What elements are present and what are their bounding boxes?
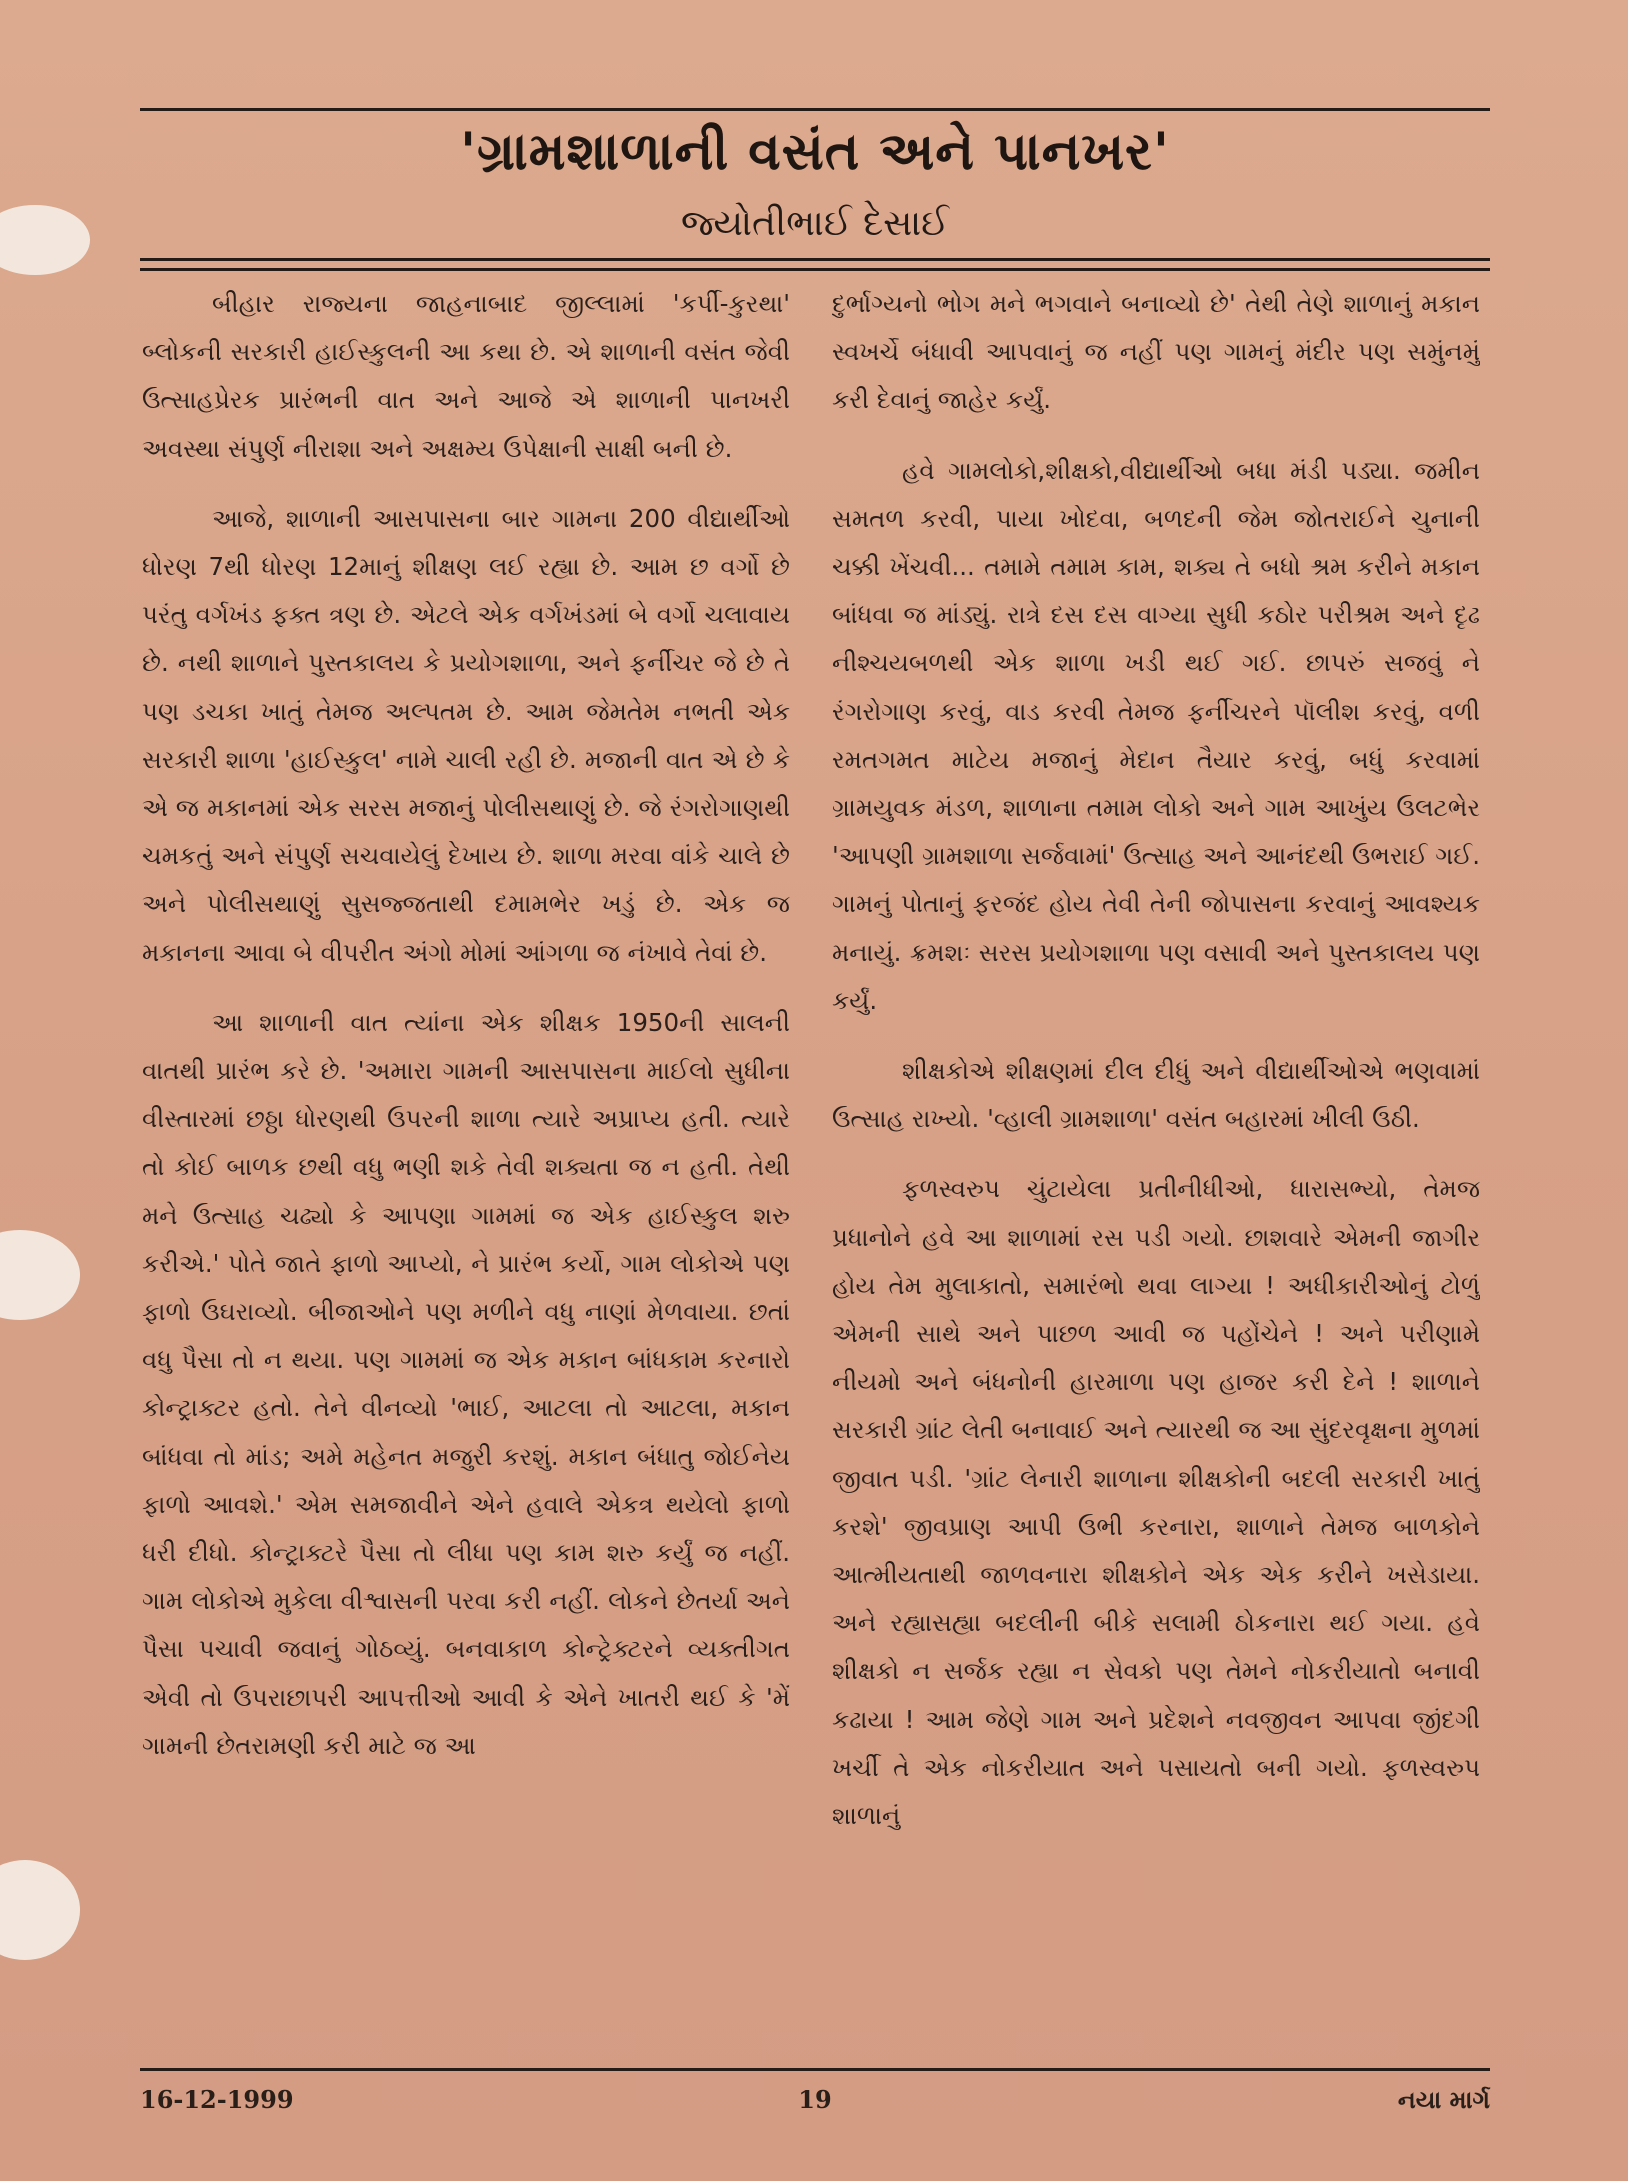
paragraph: આજે, શાળાની આસપાસના બાર ગામના 200 વીદ્યાર્થીઓ ધોરણ 7થી ધોરણ 12માનું શીક્ષણ લઈ રહ્યા છે. આમ છ વર્ગો છે પરંતુ વર્ગખંડ ફક્ત ત્રણ છે. એટલે એક વર્ગખંડમાં બે વર્ગો ચલાવાય છે. નથી શાળાને પુસ્તકાલય કે પ્રયોગશાળા, અને ફર્નીચર જે છે તે પણ ડચકા ખાતું તેમજ અલ્પતમ છે. આમ જેમતેમ નભતી એક સરકારી શાળા 'હાઈસ્કુલ' નામે ચાલી રહી છે. મજાની વાત એ છે કે એ જ મકાનમાં એક સરસ મજાનું પોલીસથાણું છે. જે રંગરોગાણથી ચમકતું અને સંપુર્ણ સચવાયેલું દેખાય છે. શાળા મરવા વાંકે ચાલે છે અને પોલીસથાણું સુસજ્જતાથી દમામભેર ખડું છે. એક જ મકાનના આવા બે વીપરીત અંગો મોમાં આંગળા જ નંખાવે તેવાં છે. <box>142 503 790 967</box>
article-author: જ્યોતીભાઈ દેસાઈ <box>681 203 949 244</box>
binding-hole-bottom <box>0 1860 80 1960</box>
issue-date: 16-12-1999 <box>140 2085 294 2114</box>
paragraph: બીહાર રાજ્યના જાહનાબાદ જીલ્લામાં 'કર્પી-કુરથા' બ્લોકની સરકારી હાઈસ્કુલની આ કથા છે. એ શાળાની વસંત જેવી ઉત્સાહપ્રેરક પ્રારંભની વાત અને આજે એ શાળાની પાનખરી અવસ્થા સંપુર્ણ નીરાશા અને અક્ષમ્ય ઉપેક્ષાની સાક્ષી બની છે. <box>142 289 790 463</box>
left-column <box>142 280 790 2040</box>
paragraph: દુર્ભાગ્યનો ભોગ મને ભગવાને બનાવ્યો છે' તેથી તેણે શાળાનું મકાન સ્વખર્ચે બંધાવી આપવાનું જ નહીં પણ ગામનું મંદીર પણ સમુંનમું કરી દેવાનું જાહેર કર્યું. <box>832 289 1480 415</box>
footer-rule <box>140 2068 1490 2071</box>
article-title: 'ગ્રામશાળાની વસંત અને પાનખર' <box>460 122 1170 182</box>
binding-hole-middle <box>0 1230 80 1320</box>
binding-hole-top <box>0 205 90 275</box>
paragraph: ફળસ્વરુપ ચુંટાયેલા પ્રતીનીધીઓ, ધારાસભ્યો, તેમજ પ્રધાનોને હવે આ શાળામાં રસ પડી ગયો. છાશવારે એમની જાગીર હોય તેમ મુલાકાતો, સમારંભો થવા લાગ્યા ! અધીકારીઓનું ટોળું એમની સાથે અને પાછળ આવી જ પહોંચેને ! અને પરીણામે નીયમો અને બંધનોની હારમાળા પણ હાજર કરી દેને ! શાળાને સરકારી ગ્રાંટ લેતી બનાવાઈ અને ત્યારથી જ આ સુંદરવૃક્ષના મુળમાં જીવાત પડી. 'ગ્રાંટ લેનારી શાળાના શીક્ષકોની બદલી સરકારી ખાતું કરશે' જીવપ્રાણ આપી ઉભી કરનારા, શાળાને તેમજ બાળકોને આત્મીયતાથી જાળવનારા શીક્ષકોને એક એક કરીને ખસેડાયા. અને રહ્યાસહ્યા બદલીની બીકે સલામી ઠોકનારા થઈ ગયા. હવે શીક્ષકો ન સર્જક રહ્યા ન સેવકો પણ તેમને નોકરીયાતો બનાવી કઢાયા ! આમ જેણે ગામ અને પ્રદેશને નવજીવન આપવા જીંદગી ખર્ચી તે એક નોકરીયાત અને પસાયતો બની ગયો. ફળસ્વરુપ શાળાનું <box>832 1174 1480 1831</box>
right-column <box>832 280 1480 2040</box>
magazine-name: નયા માર્ગ <box>1397 2086 1490 2114</box>
page-footer <box>140 2078 1490 2122</box>
header-rule-2 <box>140 268 1490 271</box>
paragraph: શીક્ષકોએ શીક્ષણમાં દીલ દીધું અને વીદ્યાર્થીઓએ ભણવામાં ઉત્સાહ રાખ્યો. 'વ્હાલી ગ્રામશાળા' વસંત બહારમાં ખીલી ઉઠી. <box>832 1056 1480 1134</box>
paragraph: હવે ગામલોકો,શીક્ષકો,વીદ્યાર્થીઓ બધા મંડી પડ્યા. જમીન સમતળ કરવી, પાયા ખોદવા, બળદની જેમ જોતરાઈને ચુનાની ચક્કી ખેંચવી... તમામે તમામ કામ, શક્ય તે બધો શ્રમ કરીને મકાન બાંધવા જ માંડ્યું. રાત્રે દસ દસ વાગ્યા સુધી કઠોર પરીશ્રમ અને દૃઢ નીશ્ચયબળથી એક શાળા ખડી થઈ ગઈ. છાપરું સજવું ને રંગરોગાણ કરવું, વાડ કરવી તેમજ ફર્નીચરને પૉલીશ કરવું, વળી રમતગમત માટેય મજાનું મેદાન તૈયાર કરવું, બધું કરવામાં ગ્રામયુવક મંડળ, શાળાના તમામ લોકો અને ગામ આખુંય ઉલટભેર 'આપણી ગ્રામશાળા સર્જવામાં' ઉત્સાહ અને આનંદથી ઉભરાઈ ગઈ. ગામનું પોતાનું ફરજંદ હોય તેવી તેની જોપાસના કરવાનું આવશ્યક મનાયું. ક્રમશઃ સરસ પ્રયોગશાળા પણ વસાવી અને પુસ્તકાલય પણ કર્યું. <box>832 455 1480 1015</box>
header-rule-1 <box>140 258 1490 261</box>
top-rule <box>140 108 1490 111</box>
paragraph: આ શાળાની વાત ત્યાંના એક શીક્ષક 1950ની સાલની વાતથી પ્રારંભ કરે છે. 'અમારા ગામની આસપાસના માઈલો સુધીના વીસ્તારમાં છઠ્ઠા ધોરણથી ઉપરની શાળા ત્યારે અપ્રાપ્ય હતી. ત્યારે તો કોઈ બાળક છથી વધુ ભણી શકે તેવી શક્યતા જ ન હતી. તેથી મને ઉત્સાહ ચઢ્યો કે આપણા ગામમાં જ એક હાઈસ્કુલ શરુ કરીએ.' પોતે જાતે ફાળો આપ્યો, ને પ્રારંભ કર્યો, ગામ લોકોએ પણ ફાળો ઉઘરાવ્યો. બીજાઓને પણ મળીને વધુ નાણાં મેળવાયા. છતાં વધુ પૈસા તો ન થયા. પણ ગામમાં જ એક મકાન બાંધકામ કરનારો કોન્ટ્રાક્ટર હતો. તેને વીનવ્યો 'ભાઈ, આટલા તો આટલા, મકાન બાંધવા તો માંડ; અમે મહેનત મજુરી કરશું. મકાન બંધાતુ જોઈનેય ફાળો આવશે.' એમ સમજાવીને એને હવાલે એકત્ર થયેલો ફાળો ધરી દીધો. કોન્ટ્રાક્ટરે પૈસા તો લીધા પણ કામ શરુ કર્યું જ નહીં. ગામ લોકોએ મુકેલા વીશ્વાસની પરવા કરી નહીં. લોકને છેતર્યા અને પૈસા પચાવી જવાનું ગોઠવ્યું. બનવાકાળ કોન્ટ્રેક્ટરને વ્યક્તીગત એવી તો ઉપરાછાપરી આપત્તીઓ આવી કે એને ખાતરી થઈ કે 'મેં ગામની છેતરામણી કરી માટે જ આ <box>142 1007 790 1760</box>
page-number: 19 <box>798 2085 832 2114</box>
